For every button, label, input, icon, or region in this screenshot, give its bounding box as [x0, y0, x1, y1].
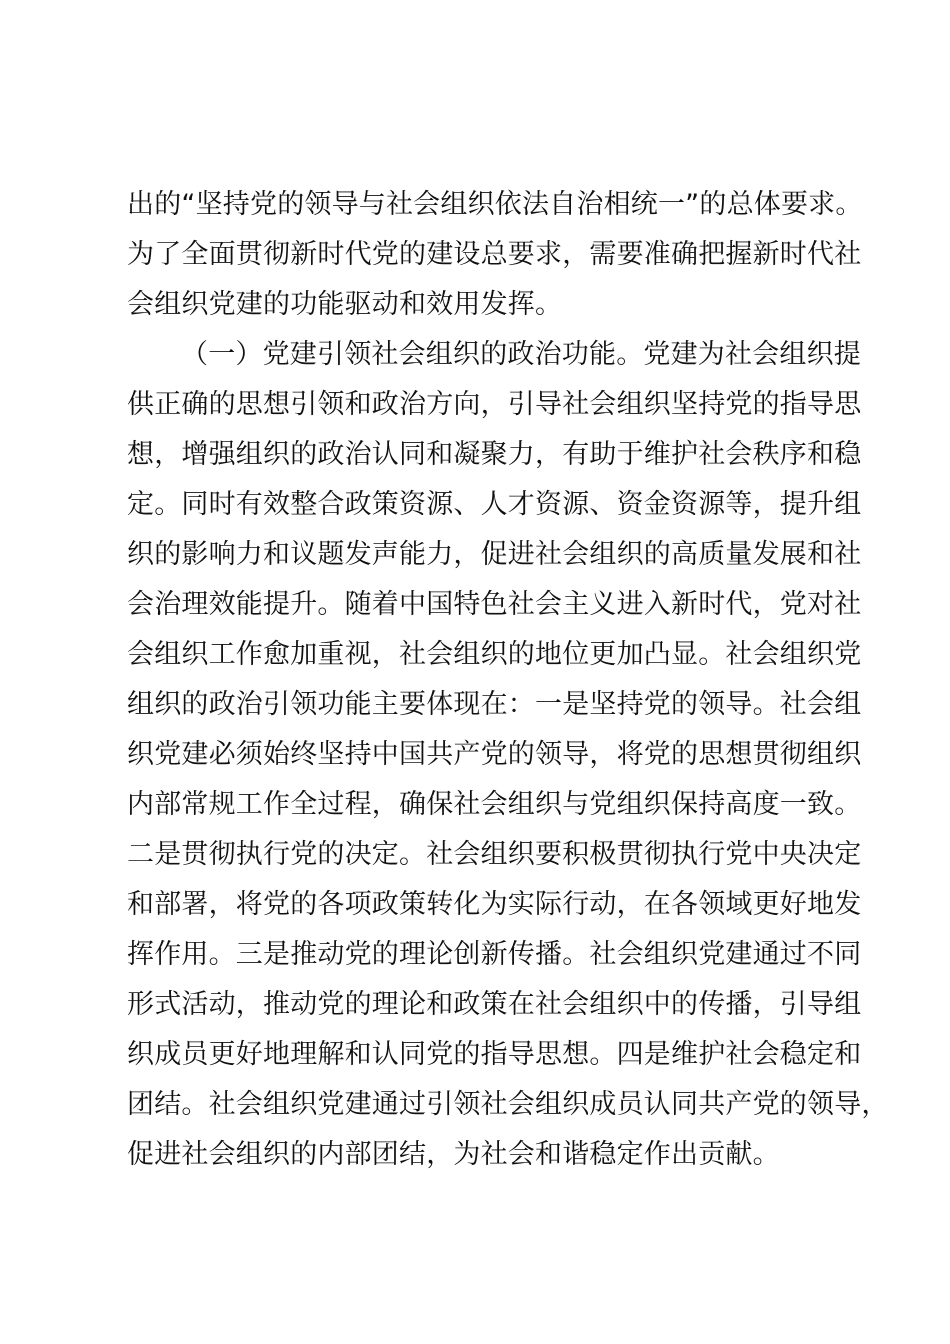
- text-line: 织成员更好地理解和认同党的指导思想。四是维护社会稳定和: [127, 1039, 862, 1070]
- text-line: 织的影响力和议题发声能力，促进社会组织的高质量发展和社: [127, 539, 862, 570]
- text-line: 想，增强组织的政治认同和凝聚力，有助于维护社会秩序和稳: [127, 439, 862, 470]
- text-line: 形式活动，推动党的理论和政策在社会组织中的传播，引导组: [127, 989, 862, 1020]
- text-line: 促进社会组织的内部团结，为社会和谐稳定作出贡献。: [127, 1139, 780, 1170]
- text-line: 定。同时有效整合政策资源、人才资源、资金资源等，提升组: [127, 489, 862, 520]
- text-line: 为了全面贯彻新时代党的建设总要求，需要准确把握新时代社: [127, 239, 862, 270]
- text-line: 会组织工作愈加重视，社会组织的地位更加凸显。社会组织党: [127, 639, 862, 670]
- text-line: 二是贯彻执行党的决定。社会组织要积极贯彻执行党中央决定: [127, 839, 862, 870]
- text-line: 挥作用。三是推动党的理论创新传播。社会组织党建通过不同: [127, 939, 862, 970]
- text-line: 和部署，将党的各项政策转化为实际行动，在各领域更好地发: [127, 889, 862, 920]
- text-line: 会组织党建的功能驱动和效用发挥。: [127, 289, 563, 320]
- text-line: 织党建必须始终坚持中国共产党的领导，将党的思想贯彻组织: [127, 739, 862, 770]
- text-line: 团结。社会组织党建通过引领社会组织成员认同共产党的领导，: [127, 1089, 889, 1120]
- text-line: 内部常规工作全过程，确保社会组织与党组织保持高度一致。: [127, 789, 862, 820]
- text-line: 会治理效能提升。随着中国特色社会主义进入新时代，党对社: [127, 589, 862, 620]
- section-heading-line: （一）党建引领社会组织的政治功能。党建为社会组织提: [181, 339, 861, 370]
- text-line: 出的“坚持党的领导与社会组织依法自治相统一”的总体要求。: [127, 189, 863, 220]
- text-line: 供正确的思想引领和政治方向，引导社会组织坚持党的指导思: [127, 389, 862, 420]
- text-line: 组织的政治引领功能主要体现在：一是坚持党的领导。社会组: [127, 689, 862, 720]
